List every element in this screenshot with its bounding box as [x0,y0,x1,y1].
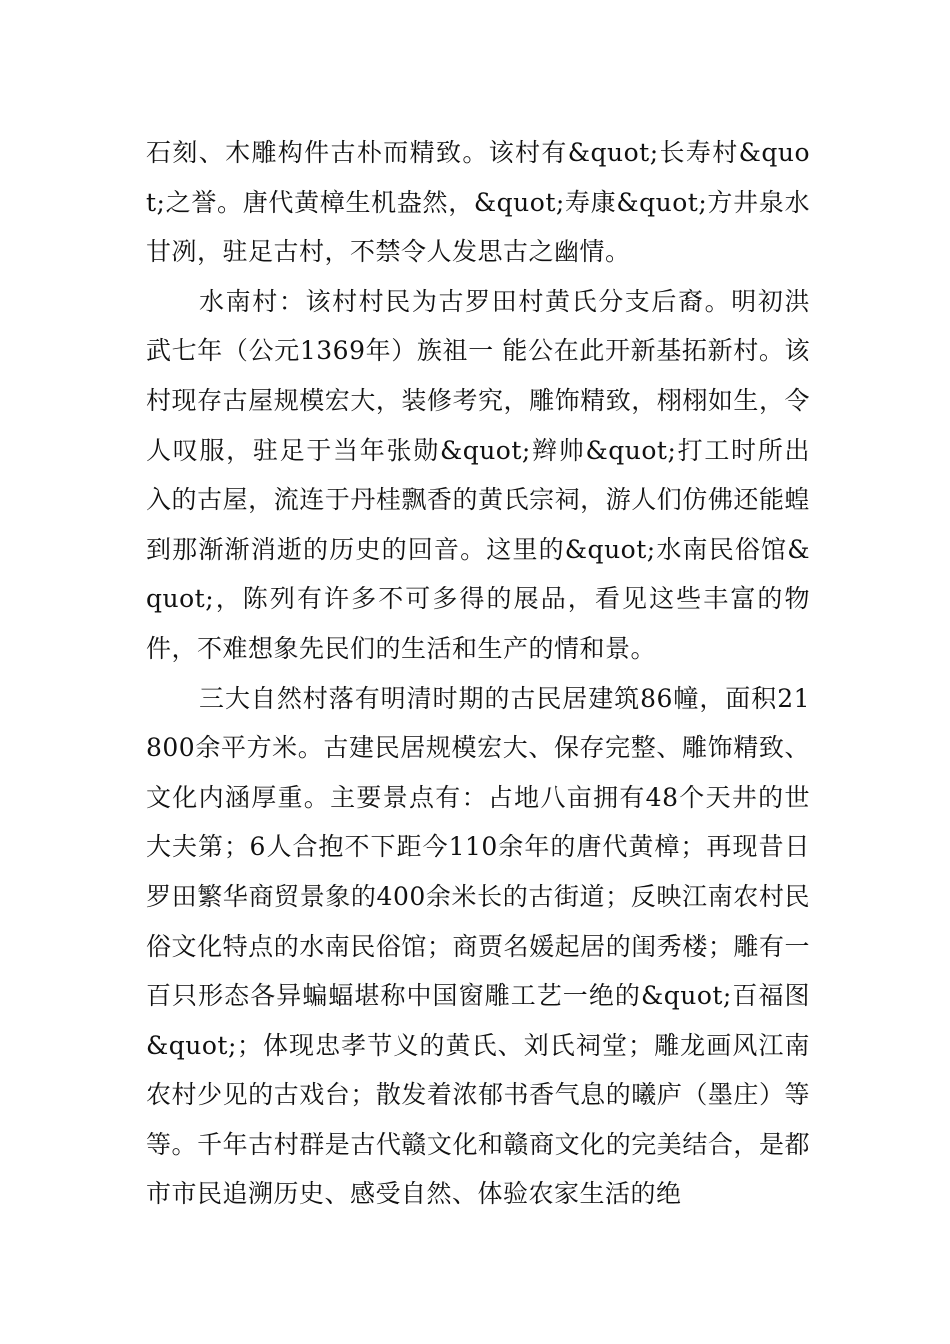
paragraph-continuation: 石刻、木雕构件古朴而精致。该村有&quot;长寿村&quot;之誉。唐代黄樟生机盎然，&quot;寿康&quot;方井泉水甘冽，驻足古村，不禁令人发思古之幽情。 [146,138,810,267]
paragraph-three-villages: 三大自然村落有明清时期的古民居建筑86幢，面积21800余平方米。古建民居规模宏大、保存完整、雕饰精致、文化内涵厚重。主要景点有：占地八亩拥有48个天井的世大夫第；6人合抱不下距今110余年的唐代黄樟；再现昔日罗田繁华商贸景象的400余米长的古街道；反映江南农村民俗文化特点的水南民俗馆；商贾名媛起居的闺秀楼；雕有一百只形态各异蝙蝠堪称中国窗雕工艺一绝的&quot;百福图&quot;；体现忠孝节义的黄氏、刘氏祠堂；雕龙画风江南农村少见的古戏台；散发着浓郁书香气息的曦庐（墨庄）等等。千年古村群是古代赣文化和赣商文化的完美结合，是都市市民追溯历史、感受自然、体验农家生活的绝 [146,683,810,1209]
paragraph-shuinan-village: 水南村：该村村民为古罗田村黄氏分支后裔。明初洪武七年（公元1369年）族祖一 能公在此开新基拓新村。该村现存古屋规模宏大，装修考究，雕饰精致，栩栩如生，令人叹服，驻足于当年张勋&quot;辫帅&quot;打工时所出入的古屋，流连于丹桂飘香的黄氏宗祠，游人们仿佛还能蝗到那渐渐消逝的历史的回音。这里的&quot;水南民俗馆&quot;，陈列有许多不可多得的展品，看见这些丰富的物件，不难想象先民们的生活和生产的情和景。 [146,286,810,663]
body-text [146,128,810,1219]
